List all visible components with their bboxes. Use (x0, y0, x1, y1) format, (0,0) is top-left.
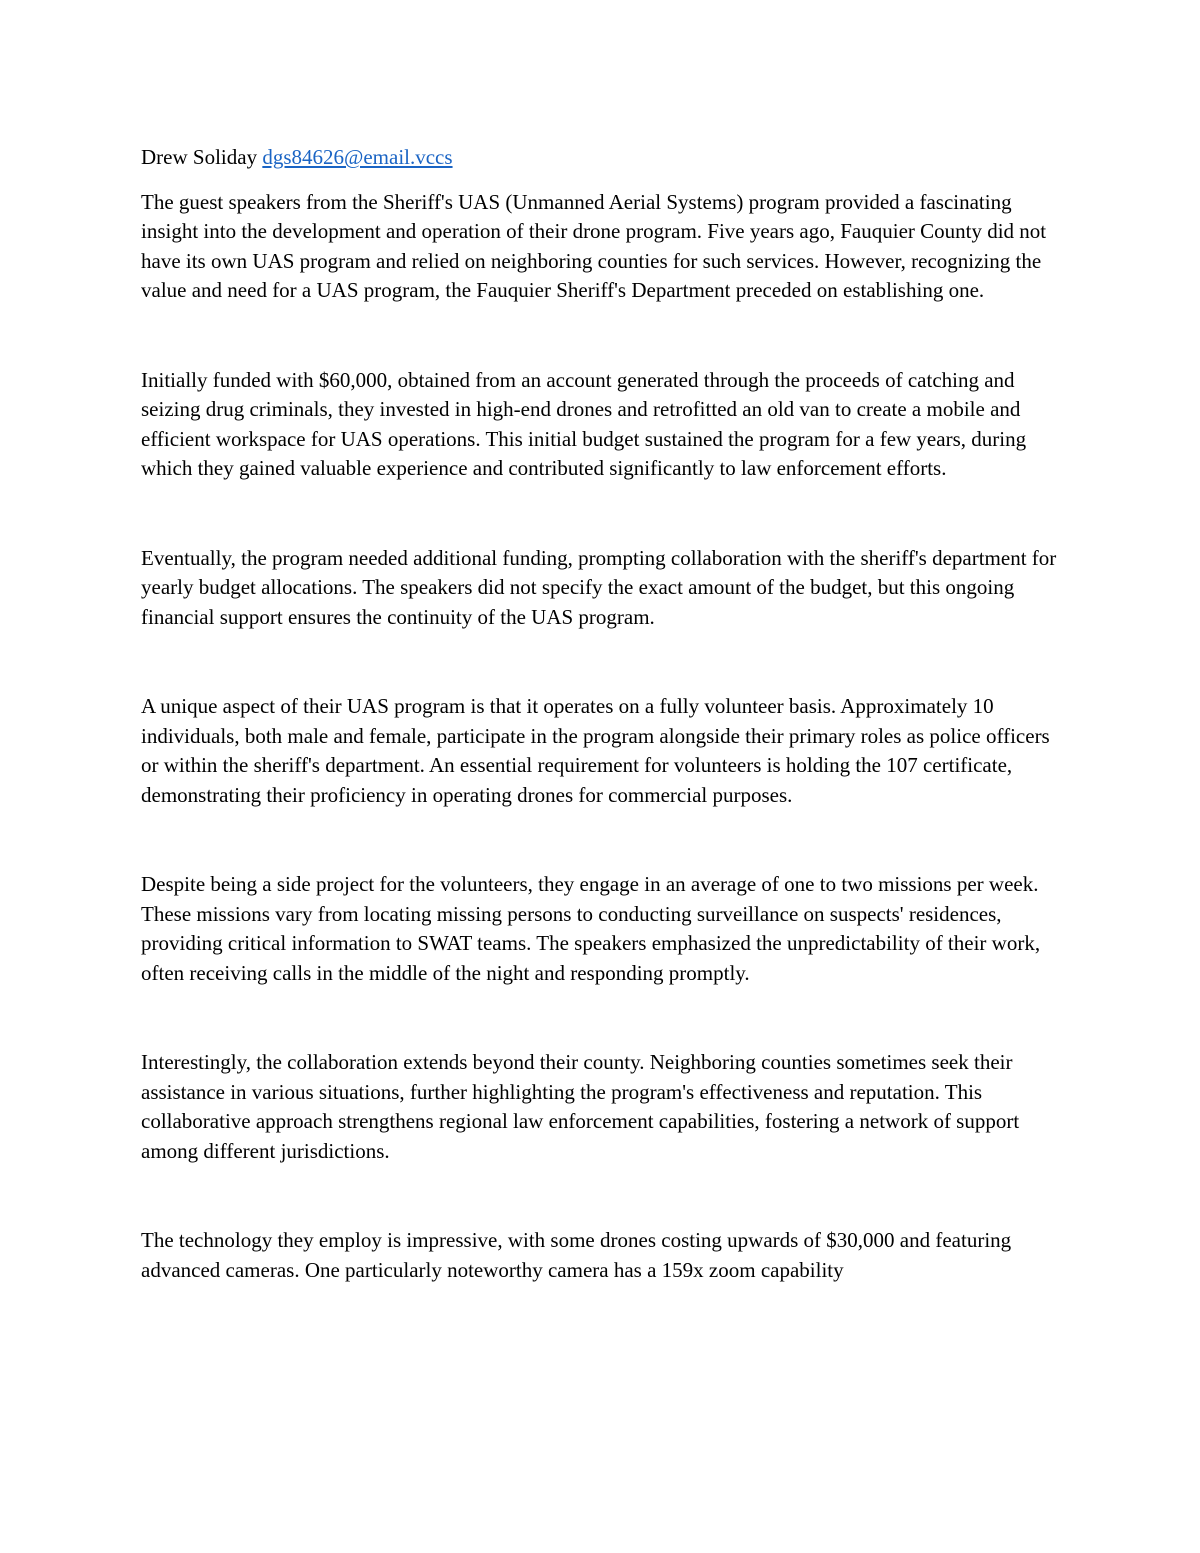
author-name: Drew Soliday (141, 145, 258, 169)
paragraph-volunteers: A unique aspect of their UAS program is that it operates on a fully volunteer basis. Approximately 10 individuals, both male and female, participate in the program alongside their primary roles as police officers or within the sheriff's department. An essential requirement for volunteers is holding the 107 certificate, demonstrating their proficiency in operating drones for commercial purposes. (141, 694, 1050, 807)
author-email-link[interactable]: dgs84626@email.vccs (262, 145, 453, 169)
author-line (141, 143, 1066, 173)
paragraph-technology: The technology they employ is impressive, with some drones costing upwards of $30,000 and featuring advanced cameras. One particularly noteworthy camera has a 159x zoom capability (141, 1228, 1012, 1282)
paragraph-budget: Eventually, the program needed additional funding, prompting collaboration with the sheriff's department for yearly budget allocations. The speakers did not specify the exact amount of the budget, but this ongoing financial support ensures the continuity of the UAS program. (141, 545, 1057, 629)
paragraph-funding: Initially funded with $60,000, obtained from an account generated through the proceeds of catching and seizing drug criminals, they invested in high-end drones and retrofitted an old van to create a mobile and efficient workspace for UAS operations. This initial budget sustained the program for a few years, during which they gained valuable experience and contributed significantly to law enforcement efforts. (141, 367, 1027, 480)
paragraph-collaboration: Interestingly, the collaboration extends beyond their county. Neighboring counties sometimes seek their assistance in various situations, further highlighting the program's effectiveness and reputation. This collaborative approach strengthens regional law enforcement capabilities, fostering a network of support among different jurisdictions. (141, 1050, 1020, 1163)
document-body (141, 143, 1066, 1345)
paragraph-missions: Despite being a side project for the volunteers, they engage in an average of one to two missions per week. These missions vary from locating missing persons to conducting surveillance on suspects' residences, providing critical information to SWAT teams. The speakers emphasized the unpredictability of their work, often receiving calls in the middle of the night and responding promptly. (141, 872, 1041, 985)
paragraph-intro: The guest speakers from the Sheriff's UAS (Unmanned Aerial Systems) program provided a fascinating insight into the development and operation of their drone program. Five years ago, Fauquier County did not have its own UAS program and relied on neighboring counties for such services. However, recognizing the value and need for a UAS program, the Fauquier Sheriff's Department preceded on establishing one. (141, 189, 1047, 302)
